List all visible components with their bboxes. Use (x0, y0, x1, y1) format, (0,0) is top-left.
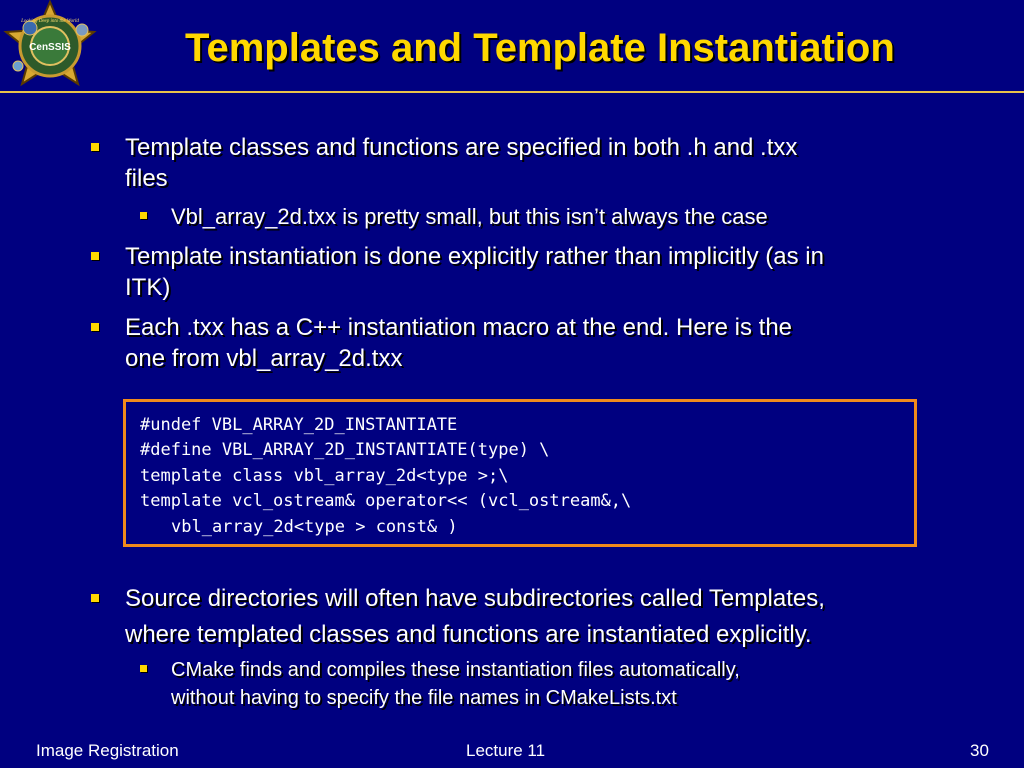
bullet-line: where templated classes and functions are instantiated explicitly. (125, 621, 812, 648)
bullet-line: Source directories will often have subdirectories called Templates, (125, 585, 825, 612)
title-rule (0, 91, 1024, 93)
censsis-logo (0, 0, 100, 92)
code-box (123, 399, 917, 547)
bullet-marker-icon (91, 252, 99, 260)
bullet-item (125, 312, 985, 374)
bullet-marker-icon (91, 143, 99, 151)
bullet-marker-icon (140, 665, 147, 672)
code-line: vbl_array_2d<type > const& ) (171, 517, 458, 537)
footer-course: Image Registration (36, 741, 179, 760)
bullet-line: Template instantiation is done explicitly rather than implicitly (as in (125, 243, 824, 270)
footer-page-number: 30 (970, 741, 989, 760)
bullet-line: Each .txx has a C++ instantiation macro at the end. Here is the (125, 314, 793, 341)
bullet-marker-icon (91, 594, 99, 602)
code-line: template vcl_ostream& operator<< (vcl_ostream&,\ (140, 491, 632, 511)
bullet-line: Vbl_array_2d.txx is pretty small, but this isn’t always the case (171, 204, 768, 229)
bullet-item (125, 241, 985, 303)
bullet-marker-icon (91, 323, 99, 331)
bullet-line: ITK) (125, 274, 171, 301)
footer-lecture: Lecture 11 (466, 741, 546, 760)
bullet-line: files (125, 165, 168, 192)
sub-bullet-item (171, 203, 991, 231)
bullet-item (125, 132, 985, 194)
logo-text: CenSSIS (29, 42, 71, 53)
sub-bullet-item (171, 656, 991, 712)
code-line: template class vbl_array_2d<type >;\ (140, 466, 509, 486)
bullet-line: CMake finds and compiles these instantiation files automatically, (171, 659, 740, 681)
bullet-line: without having to specify the file names in CMakeLists.txt (171, 687, 677, 709)
bullet-line: Template classes and functions are specified in both .h and .txx (125, 134, 798, 161)
logo-arc-text: Looking Deep into the World (21, 19, 79, 24)
slide-title: Templates and Template Instantiation (185, 26, 895, 70)
bullet-item (125, 581, 1005, 653)
bullet-marker-icon (140, 212, 147, 219)
bullet-line: one from vbl_array_2d.txx (125, 345, 403, 372)
code-line: #undef VBL_ARRAY_2D_INSTANTIATE (140, 415, 458, 435)
code-line: #define VBL_ARRAY_2D_INSTANTIATE(type) \ (140, 440, 550, 460)
